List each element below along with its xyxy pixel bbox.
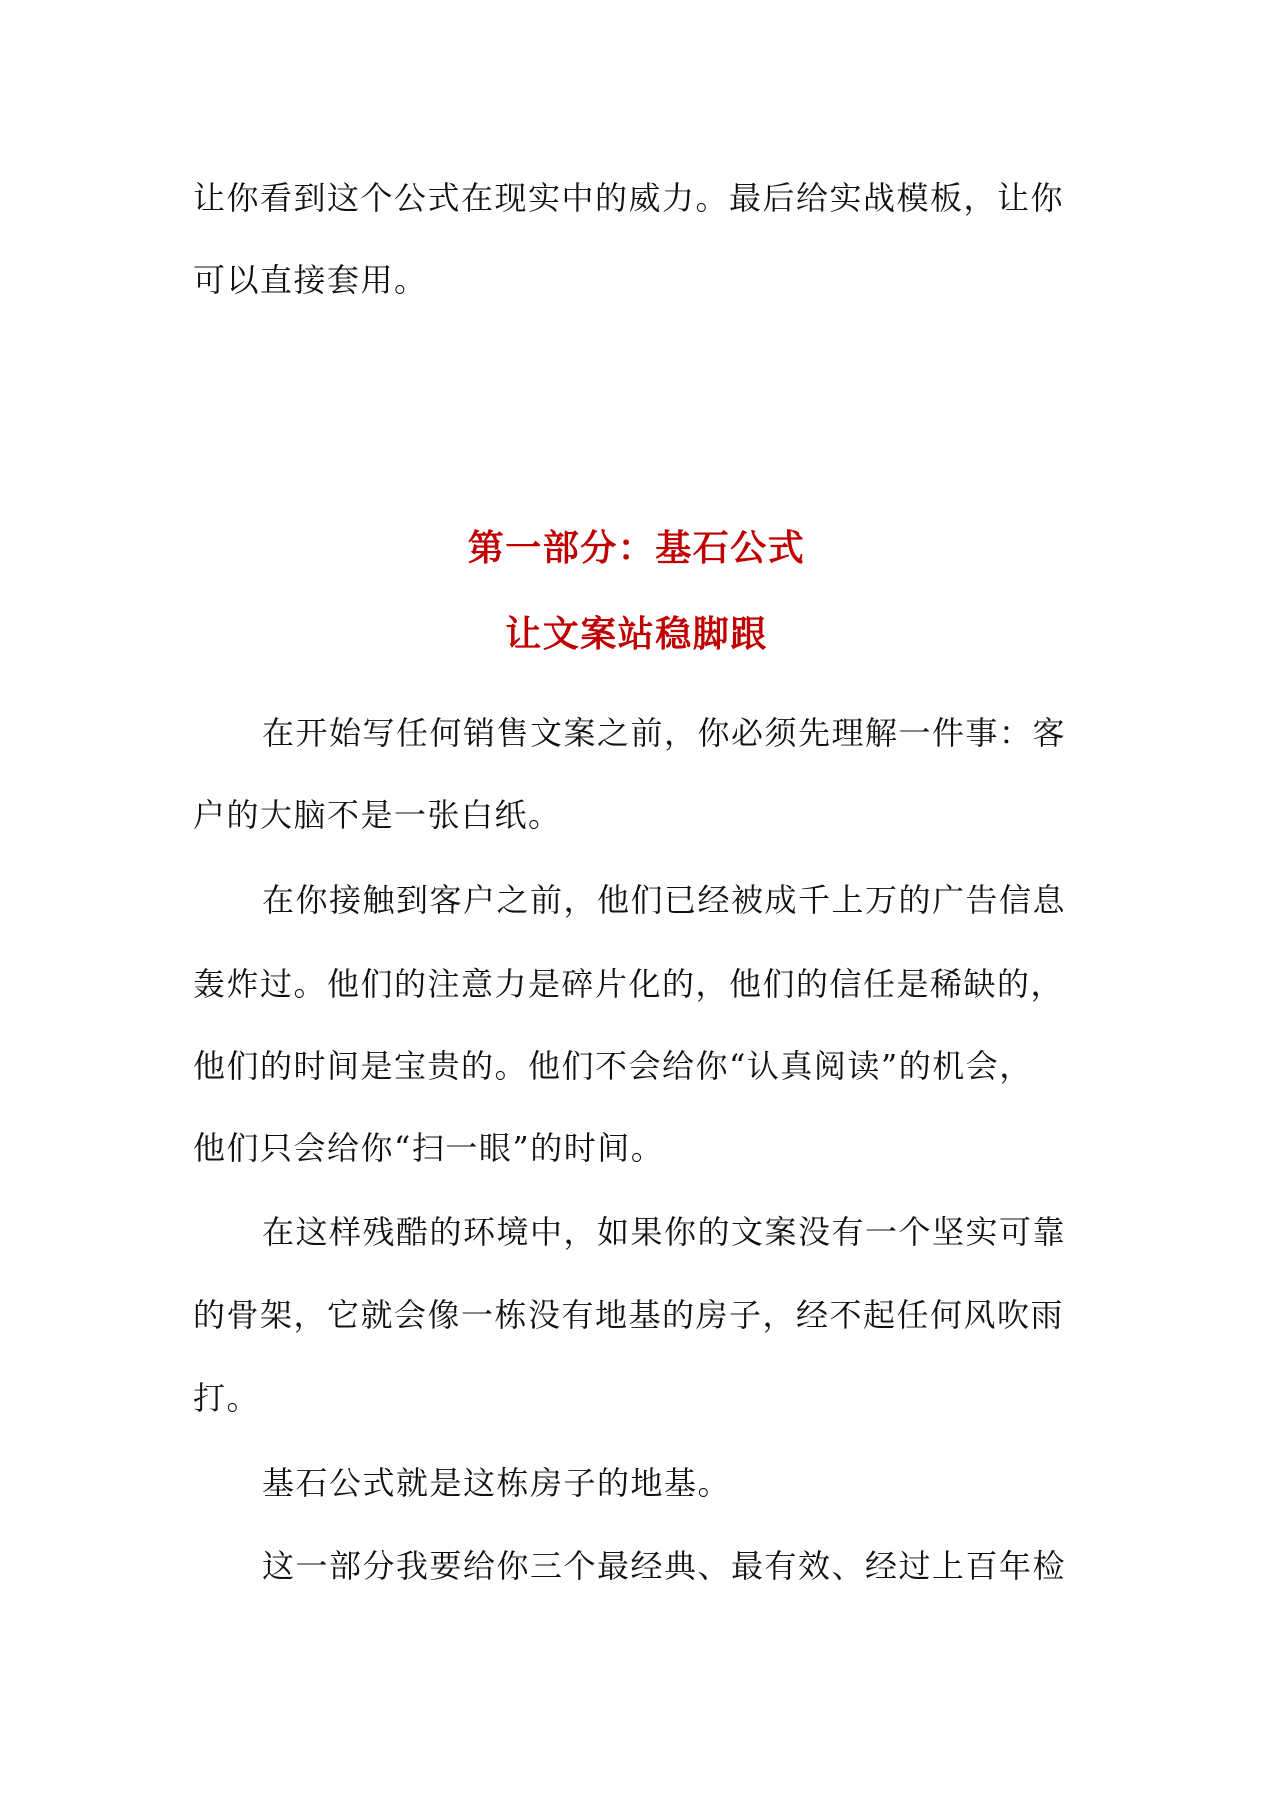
paragraph-line: 他们只会给你“扫一眼”的时间。 — [193, 1129, 665, 1167]
intro-line: 可以直接套用。 — [193, 261, 428, 299]
paragraph-line: 户的大脑不是一张白纸。 — [193, 796, 562, 834]
paragraph-line: 轰炸过。他们的注意力是碎片化的，他们的信任是稀缺的， — [193, 965, 1065, 1003]
section-subtitle: 让文案站稳脚跟 — [505, 613, 768, 655]
paragraph-line: 基石公式就是这栋房子的地基。 — [262, 1464, 732, 1502]
intro-line: 让你看到这个公式在现实中的威力。最后给实战模板，让你 — [193, 179, 1065, 217]
paragraph-line: 这一部分我要给你三个最经典、最有效、经过上百年检 — [262, 1547, 1067, 1585]
paragraph-line: 在这样残酷的环境中，如果你的文案没有一个坚实可靠 — [262, 1213, 1067, 1251]
paragraph-line: 打。 — [193, 1379, 261, 1417]
section-title: 第一部分：基石公式 — [467, 527, 806, 569]
paragraph-line: 在你接触到客户之前，他们已经被成千上万的广告信息 — [262, 881, 1067, 919]
paragraph-line: 的骨架，它就会像一栋没有地基的房子，经不起任何风吹雨 — [193, 1296, 1065, 1334]
paragraph-line: 他们的时间是宝贵的。他们不会给你“认真阅读”的机会， — [193, 1047, 1033, 1085]
paragraph-line: 在开始写任何销售文案之前，你必须先理解一件事：客 — [262, 714, 1067, 752]
